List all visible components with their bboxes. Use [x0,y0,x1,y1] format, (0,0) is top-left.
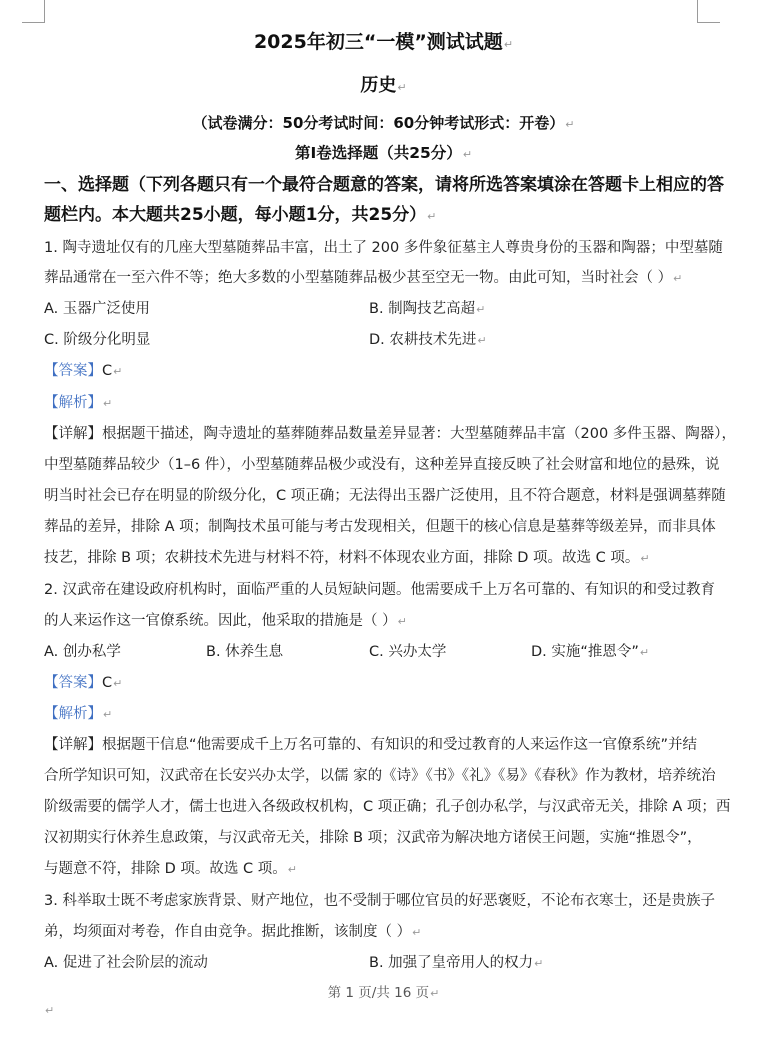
q3-option-b: B. 加强了皇帝用人的权力↵ [369,955,544,971]
part-title: 第Ⅰ卷选择题（共25分）↵ [294,144,473,162]
q1-option-d: D. 农耕技术先进↵ [369,332,487,348]
q1-detail-line-3: 明当时社会已存在明显的阶级分化，C 项正确；无法得出玉器广泛使用，且不符合题意，材料是强调墓葬随 [44,488,726,504]
q1-detail-line-5: 技艺，排除 B 项；农耕技术先进与材料不符，材料不体现农业方面，排除 D 项。故选 C 项。↵ [44,550,650,566]
q3-stem-line-1: 3. 科举取士既不考虑家族背景、财产地位，也不受制于哪位官员的好恶褒贬，不论布衣寒士，还是贵族子 [44,893,715,909]
page-footer: 第 1 页/共 16 页↵ [327,985,440,1001]
q1-stem-line-2: 葬品通常在一至六件不等；绝大多数的小型墓随葬品极少甚至空无一物。由此可知，当时社会（ ）↵ [44,270,683,286]
q2-detail-line-5: 与题意不符，排除 D 项。故选 C 项。↵ [44,861,297,877]
exam-info: （试卷满分：50分考试时间：60分钟考试形式：开卷）↵ [192,114,575,132]
q2-stem-line-1: 2. 汉武帝在建设政府机构时，面临严重的人员短缺问题。他需要成千上万名可靠的、有知识的和受过教育 [44,582,715,598]
q1-detail-line-2: 中型墓随葬品较少（1–6 件），小型墓随葬品极少或没有，这种差异直接反映了社会财富和地位的悬殊，说 [44,457,720,473]
q1-detail-line-1: 【详解】根据题干描述，陶寺遗址的墓葬随葬品数量差异显著：大型墓随葬品丰富（200 多件玉器、陶器）， [44,426,737,442]
exam-title: 2025年初三“一模”测试试题↵ [253,31,514,53]
q2-detail-line-2: 合所学知识可知，汉武帝在长安兴办太学，以儒 家的《诗》《书》《礼》《易》《春秋》作为教材，培养统治 [44,768,716,784]
crop-mark-top-right [697,0,720,23]
q2-option-c: C. 兴办太学 [369,644,447,660]
trailing-paragraph-mark: ↵ [45,1004,55,1017]
q1-answer: 【答案】C↵ [44,363,123,379]
q3-option-a: A. 促进了社会阶层的流动 [44,955,208,971]
section-instruction-line-1: 一、选择题（下列各题只有一个最符合题意的答案，请将所选答案填涂在答题卡上相应的答 [44,175,724,195]
q1-option-c: C. 阶级分化明显 [44,332,151,348]
crop-mark-top-left [22,0,45,23]
q2-detail-line-4: 汉初期实行休养生息政策，与汉武帝无关，排除 B 项；汉武帝为解决地方诸侯王问题，实施“推恩令”， [44,830,702,846]
q1-option-b: B. 制陶技艺高超↵ [369,301,486,317]
q1-detail-line-4: 葬品的差异，排除 A 项；制陶技术虽可能与考古发现相关，但题干的核心信息是墓葬等级差异，而非具体 [44,519,716,535]
q2-option-b: B. 休养生息 [206,644,284,660]
q2-option-a: A. 创办私学 [44,644,121,660]
section-instruction-line-2: 题栏内。本大题共25小题，每小题1分，共25分）↵ [44,205,437,225]
q1-option-a: A. 玉器广泛使用 [44,301,150,317]
q2-detail-line-1: 【详解】根据题干信息“他需要成千上万名可靠的、有知识的和受过教育的人来运作这一官僚系统”并结 [44,737,698,753]
q3-stem-line-2: 弟，均须面对考卷，作自由竞争。据此推断，该制度（ ）↵ [44,924,422,940]
q2-detail-line-3: 阶级需要的儒学人才，儒士也进入各级政权机构，C 项正确；孔子创办私学，与汉武帝无关，排除 A 项；西 [44,799,731,815]
q2-option-d: D. 实施“推恩令”↵ [531,644,650,660]
q2-analysis-heading: 【解析】↵ [44,706,113,722]
q2-stem-line-2: 的人来运作这一官僚系统。因此，他采取的措施是（ ）↵ [44,613,407,629]
q1-stem-line-1: 1. 陶寺遗址仅有的几座大型墓随葬品丰富，出土了 200 多件象征墓主人尊贵身份的玉器和陶器；中型墓随 [44,240,723,256]
subject-title: 历史↵ [360,75,407,96]
q2-answer: 【答案】C↵ [44,675,123,691]
q1-analysis-heading: 【解析】↵ [44,395,113,411]
